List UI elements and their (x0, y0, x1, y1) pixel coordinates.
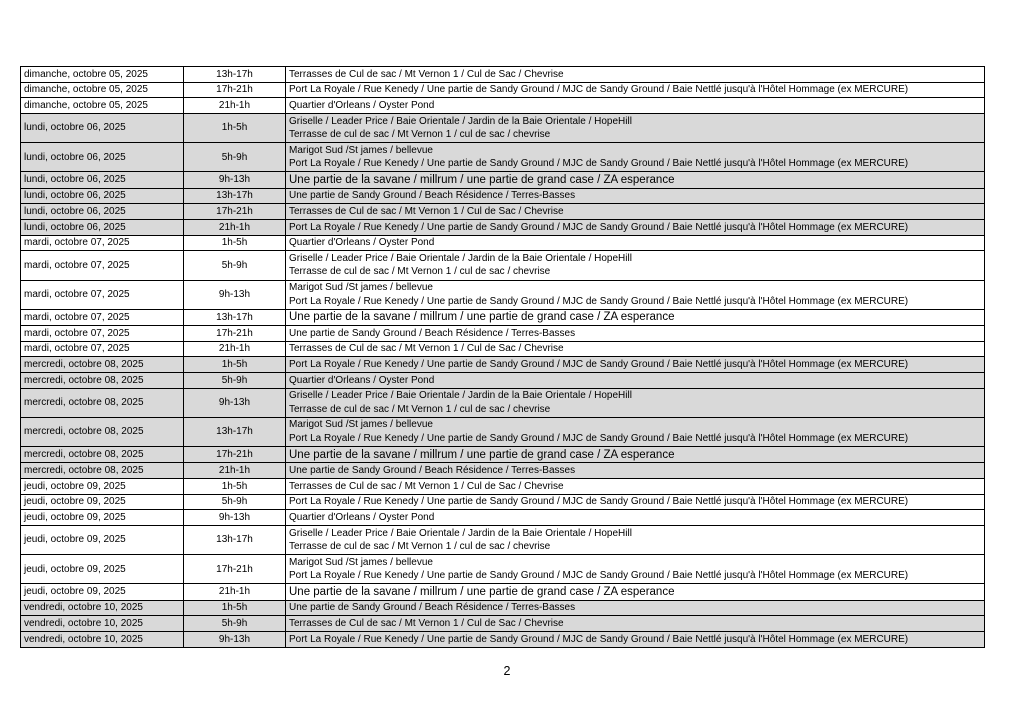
areas-cell (286, 388, 985, 417)
area-line: Port La Royale / Rue Kenedy / Une partie de Sandy Ground / MJC de Sandy Ground / Baie Nettlé jusqu'à l'Hôtel Hommage (ex MERCURE) (289, 496, 909, 508)
areas-cell (286, 463, 985, 479)
area-line: Une partie de Sandy Ground / Beach Résidence / Terres-Basses (289, 464, 576, 476)
date-cell: mercredi, octobre 08, 2025 (21, 417, 184, 446)
time-slot-cell: 9h-13h (184, 280, 286, 309)
area-line: Une partie de la savane / millrum / une partie de grand case / ZA esperance (289, 585, 675, 598)
date-cell: lundi, octobre 06, 2025 (21, 188, 184, 204)
area-line: Quartier d'Orleans / Oyster Pond (289, 99, 435, 111)
areas-cell (286, 616, 985, 632)
areas-cell (286, 172, 985, 188)
date-cell: vendredi, octobre 10, 2025 (21, 631, 184, 647)
time-slot-cell: 9h-13h (184, 388, 286, 417)
time-slot-cell: 17h-21h (184, 325, 286, 341)
area-line: Terrasses de Cul de sac / Mt Vernon 1 / Cul de Sac / Chevrise (289, 68, 564, 80)
schedule-row (21, 325, 985, 341)
schedule-row (21, 172, 985, 188)
time-slot-cell: 5h-9h (184, 616, 286, 632)
date-cell: dimanche, octobre 05, 2025 (21, 67, 184, 83)
date-cell: lundi, octobre 06, 2025 (21, 220, 184, 236)
schedule-row (21, 584, 985, 600)
date-cell: mardi, octobre 07, 2025 (21, 251, 184, 280)
area-line: Griselle / Leader Price / Baie Orientale / Jardin de la Baie Orientale / HopeHill (289, 115, 632, 127)
time-slot-cell: 9h-13h (184, 510, 286, 526)
area-line: Terrasses de Cul de sac / Mt Vernon 1 / Cul de Sac / Chevrise (289, 617, 564, 629)
area-line: Une partie de la savane / millrum / une partie de grand case / ZA esperance (289, 174, 675, 187)
areas-cell (286, 220, 985, 236)
area-line: Terrasse de cul de sac / Mt Vernon 1 / cul de sac / chevrise (289, 129, 551, 141)
areas-cell (286, 357, 985, 373)
schedule-row (21, 510, 985, 526)
areas-cell (286, 631, 985, 647)
time-slot-cell: 13h-17h (184, 309, 286, 325)
schedule-table (20, 66, 985, 648)
date-cell: jeudi, octobre 09, 2025 (21, 584, 184, 600)
area-line: Terrasses de Cul de sac / Mt Vernon 1 / Cul de Sac / Chevrise (289, 205, 564, 217)
date-cell: mardi, octobre 07, 2025 (21, 309, 184, 325)
time-slot-cell: 17h-21h (184, 204, 286, 220)
schedule-row (21, 417, 985, 446)
schedule-row (21, 67, 985, 83)
schedule-row (21, 251, 985, 280)
areas-cell (286, 447, 985, 463)
areas-cell (286, 143, 985, 172)
schedule-row (21, 526, 985, 555)
time-slot-cell: 1h-5h (184, 478, 286, 494)
area-line: Quartier d'Orleans / Oyster Pond (289, 237, 435, 249)
area-line: Une partie de la savane / millrum / une partie de grand case / ZA esperance (289, 448, 675, 461)
areas-cell (286, 98, 985, 114)
areas-cell (286, 600, 985, 616)
schedule-row (21, 357, 985, 373)
area-line: Griselle / Leader Price / Baie Orientale / Jardin de la Baie Orientale / HopeHill (289, 390, 632, 402)
schedule-row (21, 114, 985, 143)
date-cell: mardi, octobre 07, 2025 (21, 325, 184, 341)
time-slot-cell: 21h-1h (184, 463, 286, 479)
time-slot-cell: 1h-5h (184, 235, 286, 251)
areas-cell (286, 341, 985, 357)
area-line: Marigot Sud /St james / bellevue (289, 556, 433, 568)
area-line: Port La Royale / Rue Kenedy / Une partie de Sandy Ground / MJC de Sandy Ground / Baie Nettlé jusqu'à l'Hôtel Hommage (ex MERCURE) (289, 570, 909, 582)
time-slot-cell: 5h-9h (184, 373, 286, 389)
date-cell: mardi, octobre 07, 2025 (21, 235, 184, 251)
time-slot-cell: 13h-17h (184, 67, 286, 83)
time-slot-cell: 17h-21h (184, 447, 286, 463)
schedule-row (21, 188, 985, 204)
area-line: Une partie de la savane / millrum / une partie de grand case / ZA esperance (289, 311, 675, 324)
area-line: Terrasse de cul de sac / Mt Vernon 1 / cul de sac / chevrise (289, 266, 551, 278)
area-line: Quartier d'Orleans / Oyster Pond (289, 511, 435, 523)
areas-cell (286, 204, 985, 220)
date-cell: lundi, octobre 06, 2025 (21, 143, 184, 172)
area-line: Griselle / Leader Price / Baie Orientale / Jardin de la Baie Orientale / HopeHill (289, 527, 632, 539)
time-slot-cell: 5h-9h (184, 143, 286, 172)
date-cell: jeudi, octobre 09, 2025 (21, 555, 184, 584)
time-slot-cell: 21h-1h (184, 220, 286, 236)
schedule-row (21, 341, 985, 357)
schedule-row (21, 463, 985, 479)
date-cell: lundi, octobre 06, 2025 (21, 114, 184, 143)
areas-cell (286, 373, 985, 389)
date-cell: jeudi, octobre 09, 2025 (21, 510, 184, 526)
schedule-row (21, 220, 985, 236)
time-slot-cell: 1h-5h (184, 357, 286, 373)
schedule-row (21, 555, 985, 584)
areas-cell (286, 235, 985, 251)
area-line: Port La Royale / Rue Kenedy / Une partie de Sandy Ground / MJC de Sandy Ground / Baie Nettlé jusqu'à l'Hôtel Hommage (ex MERCURE) (289, 295, 909, 307)
time-slot-cell: 5h-9h (184, 494, 286, 510)
time-slot-cell: 21h-1h (184, 98, 286, 114)
area-line: Quartier d'Orleans / Oyster Pond (289, 374, 435, 386)
area-line: Griselle / Leader Price / Baie Orientale / Jardin de la Baie Orientale / HopeHill (289, 252, 632, 264)
time-slot-cell: 1h-5h (184, 600, 286, 616)
time-slot-cell: 9h-13h (184, 631, 286, 647)
areas-cell (286, 188, 985, 204)
time-slot-cell: 13h-17h (184, 417, 286, 446)
schedule-row (21, 235, 985, 251)
area-line: Marigot Sud /St james / bellevue (289, 282, 433, 294)
area-line: Port La Royale / Rue Kenedy / Une partie de Sandy Ground / MJC de Sandy Ground / Baie Nettlé jusqu'à l'Hôtel Hommage (ex MERCURE) (289, 221, 909, 233)
time-slot-cell: 21h-1h (184, 341, 286, 357)
area-line: Port La Royale / Rue Kenedy / Une partie de Sandy Ground / MJC de Sandy Ground / Baie Nettlé jusqu'à l'Hôtel Hommage (ex MERCURE) (289, 84, 909, 96)
areas-cell (286, 325, 985, 341)
areas-cell (286, 280, 985, 309)
schedule-row (21, 447, 985, 463)
areas-cell (286, 309, 985, 325)
time-slot-cell: 9h-13h (184, 172, 286, 188)
schedule-row (21, 494, 985, 510)
schedule-row (21, 309, 985, 325)
areas-cell (286, 251, 985, 280)
areas-cell (286, 478, 985, 494)
schedule-row (21, 616, 985, 632)
area-line: Une partie de Sandy Ground / Beach Résidence / Terres-Basses (289, 327, 576, 339)
area-line: Terrasse de cul de sac / Mt Vernon 1 / cul de sac / chevrise (289, 403, 551, 415)
schedule-row (21, 388, 985, 417)
page-number: 2 (503, 664, 511, 678)
time-slot-cell: 21h-1h (184, 584, 286, 600)
time-slot-cell: 17h-21h (184, 82, 286, 98)
date-cell: jeudi, octobre 09, 2025 (21, 526, 184, 555)
date-cell: mercredi, octobre 08, 2025 (21, 357, 184, 373)
schedule-row (21, 143, 985, 172)
date-cell: mercredi, octobre 08, 2025 (21, 463, 184, 479)
time-slot-cell: 5h-9h (184, 251, 286, 280)
areas-cell (286, 417, 985, 446)
schedule-row (21, 631, 985, 647)
areas-cell (286, 494, 985, 510)
area-line: Terrasses de Cul de sac / Mt Vernon 1 / Cul de Sac / Chevrise (289, 343, 564, 355)
area-line: Port La Royale / Rue Kenedy / Une partie de Sandy Ground / MJC de Sandy Ground / Baie Nettlé jusqu'à l'Hôtel Hommage (ex MERCURE) (289, 158, 909, 170)
date-cell: lundi, octobre 06, 2025 (21, 172, 184, 188)
date-cell: dimanche, octobre 05, 2025 (21, 82, 184, 98)
date-cell: vendredi, octobre 10, 2025 (21, 600, 184, 616)
area-line: Port La Royale / Rue Kenedy / Une partie de Sandy Ground / MJC de Sandy Ground / Baie Nettlé jusqu'à l'Hôtel Hommage (ex MERCURE) (289, 633, 909, 645)
time-slot-cell: 17h-21h (184, 555, 286, 584)
date-cell: mercredi, octobre 08, 2025 (21, 447, 184, 463)
date-cell: lundi, octobre 06, 2025 (21, 204, 184, 220)
date-cell: jeudi, octobre 09, 2025 (21, 478, 184, 494)
date-cell: mercredi, octobre 08, 2025 (21, 388, 184, 417)
area-line: Une partie de Sandy Ground / Beach Résidence / Terres-Basses (289, 190, 576, 202)
area-line: Marigot Sud /St james / bellevue (289, 144, 433, 156)
area-line: Port La Royale / Rue Kenedy / Une partie de Sandy Ground / MJC de Sandy Ground / Baie Nettlé jusqu'à l'Hôtel Hommage (ex MERCURE) (289, 358, 909, 370)
area-line: Terrasses de Cul de sac / Mt Vernon 1 / Cul de Sac / Chevrise (289, 480, 564, 492)
area-line: Terrasse de cul de sac / Mt Vernon 1 / cul de sac / chevrise (289, 541, 551, 553)
date-cell: mardi, octobre 07, 2025 (21, 341, 184, 357)
area-line: Port La Royale / Rue Kenedy / Une partie de Sandy Ground / MJC de Sandy Ground / Baie Nettlé jusqu'à l'Hôtel Hommage (ex MERCURE) (289, 432, 909, 444)
schedule-row (21, 600, 985, 616)
date-cell: mercredi, octobre 08, 2025 (21, 373, 184, 389)
time-slot-cell: 13h-17h (184, 188, 286, 204)
schedule-row (21, 280, 985, 309)
areas-cell (286, 526, 985, 555)
schedule-row (21, 478, 985, 494)
area-line: Marigot Sud /St james / bellevue (289, 419, 433, 431)
time-slot-cell: 1h-5h (184, 114, 286, 143)
date-cell: jeudi, octobre 09, 2025 (21, 494, 184, 510)
areas-cell (286, 82, 985, 98)
areas-cell (286, 584, 985, 600)
date-cell: vendredi, octobre 10, 2025 (21, 616, 184, 632)
areas-cell (286, 67, 985, 83)
schedule-row (21, 204, 985, 220)
areas-cell (286, 510, 985, 526)
schedule-body (21, 67, 985, 648)
date-cell: dimanche, octobre 05, 2025 (21, 98, 184, 114)
outage-schedule (20, 66, 985, 648)
areas-cell (286, 114, 985, 143)
schedule-row (21, 82, 985, 98)
areas-cell (286, 555, 985, 584)
area-line: Une partie de Sandy Ground / Beach Résidence / Terres-Basses (289, 602, 576, 614)
date-cell: mardi, octobre 07, 2025 (21, 280, 184, 309)
schedule-row (21, 98, 985, 114)
schedule-row (21, 373, 985, 389)
time-slot-cell: 13h-17h (184, 526, 286, 555)
